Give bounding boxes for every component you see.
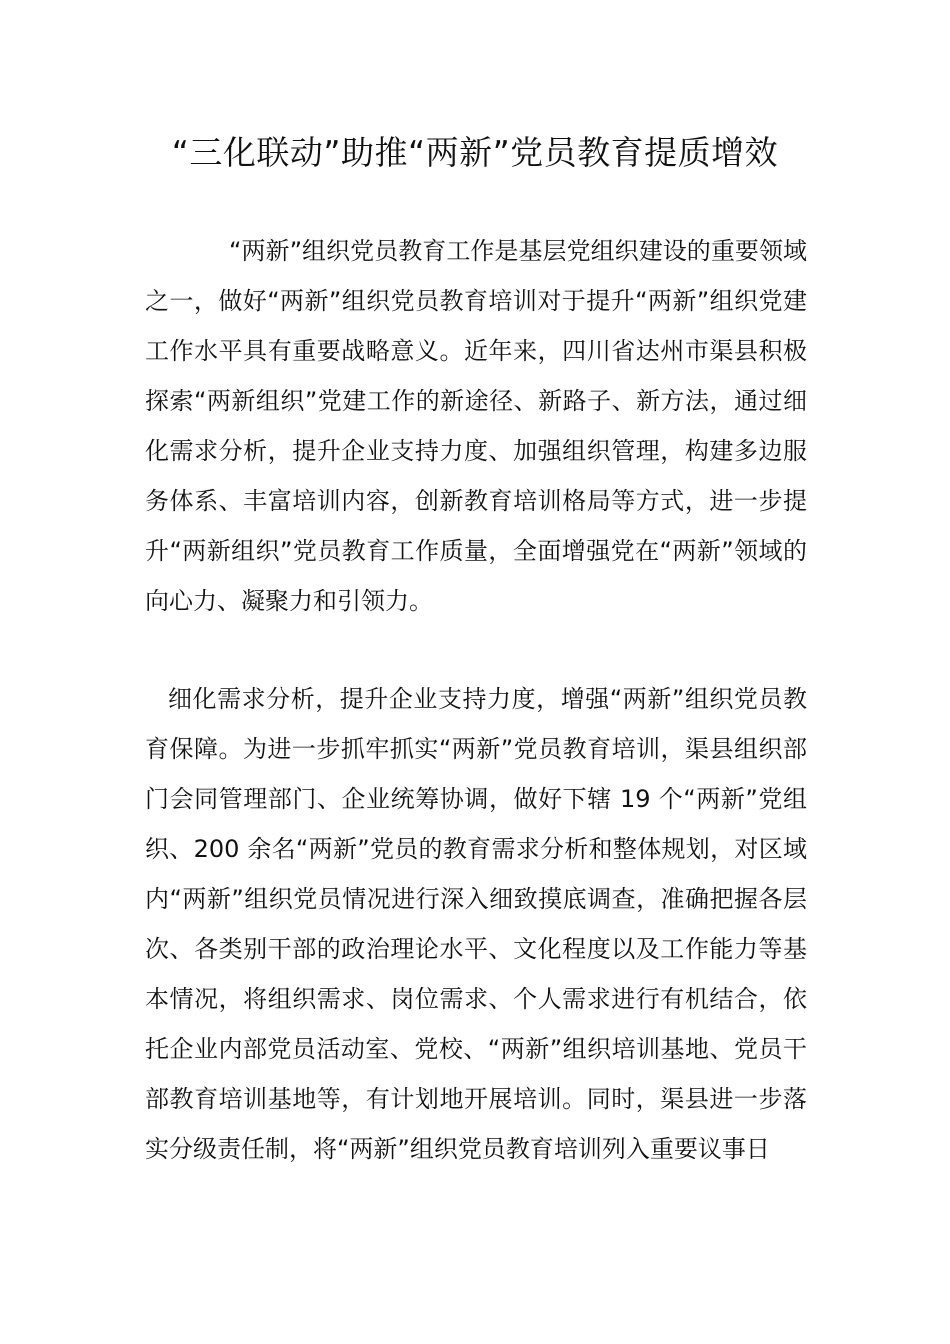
paragraph-needs-analysis: 细化需求分析，提升企业支持力度，增强“两新”组织党员教育保障。为进一步抓牢抓实“两新”党员教育培训，渠县组织部门会同管理部门、企业统筹协调，做好下辖 19 个“两新”党组织、200 余名“两新”党员的教育需求分析和整体规划，对区域内“两新”组织党员情况进行深入细致摸底调查，准确把握各层次、各类别干部的政治理论水平、文化程度以及工作能力等基本情况，将组织需求、岗位需求、个人需求进行有机结合，依托企业内部党员活动室、党校、“两新”组织培训基地、党员干部教育培训基地等，有计划地开展培训。同时，渠县进一步落实分级责任制，将“两新”组织党员教育培训列入重要议事日 — [145, 685, 807, 1163]
document-title: “三化联动”助推“两新”党员教育提质增效 — [171, 133, 779, 172]
paragraph-intro: “两新”组织党员教育工作是基层党组织建设的重要领域之一，做好“两新”组织党员教育培训对于提升“两新”组织党建工作水平具有重要战略意义。近年来，四川省达州市渠县积极探索“两新组织”党建工作的新途径、新路子、新方法，通过细化需求分析，提升企业支持力度、加强组织管理，构建多边服务体系、丰富培训内容，创新教育培训格局等方式，进一步提升“两新组织”党员教育工作质量，全面增强党在“两新”领域的向心力、凝聚力和引领力。 — [145, 237, 807, 615]
